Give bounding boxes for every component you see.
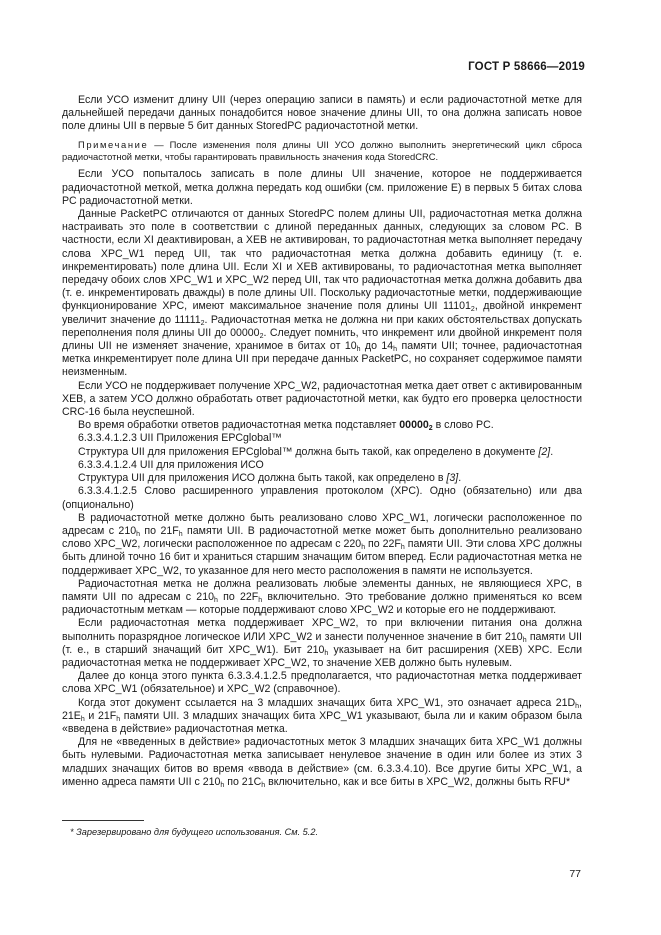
subscript: 2: [428, 425, 433, 433]
standard-header: ГОСТ Р 58666—2019: [468, 61, 585, 73]
subscript: h: [261, 781, 266, 789]
text-run: Если радиочастотная метка поддерживает XPC_W2, то при включении питания она должна выполнить поразрядное логическое ИЛИ XPC_W2 и занести полученное значение в бит 210: [62, 617, 582, 643]
paragraph: Если УСО не поддерживает получение XPC_W2, радиочастотная метка дает ответ с активированным ХЕВ, а затем УСО должно обработать ответ радиочастотной метки, как будто его проверка целостности CRC-16 была неуспешной.: [62, 379, 582, 419]
footnote-divider: [62, 820, 144, 821]
subscript: h: [213, 596, 218, 604]
text-run: Когда этот документ ссылается на 3 младших значащих бита XPC_W1, это означает адреса 21D: [78, 696, 576, 709]
subscript: h: [220, 781, 225, 789]
text-run: по 21F: [140, 524, 179, 537]
text-run: . Радиочастотная метка не должна ни при каких обстоятельствах допускать переполнения поля длины UII до 00000: [62, 313, 582, 339]
subscript: h: [80, 715, 85, 723]
body-text: [62, 94, 582, 789]
section-heading: 6.3.3.4.1.2.3 UII Приложения EPCglobal™: [78, 432, 282, 445]
subscript: 2: [200, 319, 205, 327]
text-run: памяти UII; точнее, радиочастотная метка инкрементирует поле длина UII при передаче данных PacketPC, но сохраняет содержимое памяти неизменным.: [62, 340, 582, 379]
paragraph: [62, 512, 582, 578]
paragraph: [62, 208, 582, 380]
text-run: .: [550, 445, 554, 458]
note-label: Примечание: [78, 138, 149, 150]
subscript: h: [361, 544, 366, 552]
reference: [3]: [446, 472, 459, 485]
text-run: по 22F: [365, 538, 401, 551]
text-run: памяти UII. 3 младших значащих бита XPC_W1 указывают, была ли и каким образом была «введена в действие» радиочастотная метка.: [62, 709, 582, 735]
text-run: включительно, как и все биты в XPC_W2, должны быть RFU*: [265, 775, 571, 788]
subscript: 2: [259, 332, 264, 340]
subscript: h: [324, 649, 329, 657]
subscript: h: [393, 346, 398, 354]
section-heading: 6.3.3.4.1.2.5 Слово расширенного управления протоколом (XPC). Одно (обязательно) или два (опционально): [62, 485, 582, 511]
subscript: h: [356, 346, 361, 354]
page-number: 77: [569, 868, 581, 880]
text-run: памяти UII. В радиочастотной метке может быть дополнительно реализовано слово XPC_W2, логически расположенное по адресам с 220: [62, 524, 582, 551]
text-run: , двойной инкремент увеличит значение до 11111: [62, 300, 582, 326]
text-run: Для не «введенных в действие» радиочастотных меток 3 младших значащих бита XPC_W1 должны быть нулевыми. Радиочастотная метка записывает ненулевое значение в один или более из этих 3 младших значащих битов во время «ввода в действие» (см. 6.3.3.4.10). Все другие биты XPC_W1, а именно адреса памяти UII с 210: [62, 736, 582, 788]
paragraph: Если УСО изменит длину UII (через операцию записи в память) и если радиочастотной метке для дальнейшей передачи данных понадобится новое значение длины UII, то она должна записать новое поле длины UII в первые 5 бит данных StoredPC радиочастотной метки.: [62, 94, 582, 133]
text-run: Данные PacketPC отличаются от данных StoredPC полем длины UII, радиочастотная метка должна настраивать это поле в соответствии с длиной переданных данных, следующих за словом РС. В частности, если XI деактивирован, а ХЕВ не активирован, то радиочастотная метка выполняет передачу слова XPC_W1 перед UII, так что радиочастотная метка должна добавить единицу (т. е. инкрементировать) поле длина UII. Если XI и ХЕВ активированы, то радиочастотная метка выполняет передачу обоих слов XPC_W1 и XPC_W2 перед UII, так что радиочастотная метка должна добавить два (т. е. инкрементировать дважды) в поле длины UII. Поскольку радиочастотные метки, поддерживающие функционирование XPC, имеют максимальное значение поля длины UII 11101: [62, 208, 582, 313]
paragraph: Далее до конца этого пункта 6.3.3.4.1.2.5 предполагается, что радиочастотная метка поддерживает слова XPC_W1 (обязательное) и XPC_W2 (справочное).: [62, 670, 582, 696]
subscript: h: [258, 596, 263, 604]
text-run: включительно. Это требование должно применяться ко всем радиочастотным меткам — которые поддерживают слово XPC_W2 и которые его не поддерживают.: [62, 590, 582, 617]
paragraph: [62, 419, 582, 432]
paragraph: [62, 617, 582, 670]
paragraph: Если УСО попыталось записать в поле длины UII значение, которое не поддерживается радиочастотной меткой, метка должна передать код ошибки (см. приложение Е) в первых 5 битах слова РС радиочастотной метки.: [62, 168, 582, 207]
text-run: В радиочастотной метке должно быть реализовано слово XPC_W1, логически расположенное по адресам с 210: [62, 511, 582, 537]
note-text: — После изменения поля длины UII УСО должно выполнить энергетический цикл сброса радиочастотной метки, чтобы гарантировать правильность значения кода StoredCRC.: [62, 138, 582, 163]
paragraph: [62, 697, 582, 737]
text-run: и 21F: [84, 709, 117, 722]
subscript: 2: [470, 306, 475, 314]
text-run: Структура UII для приложения EPCglobal™ должна быть такой, как определено в документе: [78, 445, 539, 458]
text-run: памяти UII (т. е., в старший значащий бит XPC_W1). Бит 210: [62, 630, 582, 656]
text-run: Во время обработки ответов радиочастотная метка подставляет: [78, 419, 400, 432]
note: [62, 139, 582, 164]
reference: [2]: [538, 445, 551, 458]
text-run: по 21C: [224, 775, 262, 788]
text-run: . Следует помнить, что инкремент или двойной инкремент поля длины UII не изменяет значение, хранимое в битах от 10: [62, 326, 582, 353]
footnote: * Зарезервировано для будущего использования. См. 5.2.: [70, 827, 318, 837]
section-heading: 6.3.3.4.1.2.4 UII для приложения ИСО: [78, 458, 264, 471]
text-run: указывает на бит расширения (ХЕВ) XPC. Если радиочастотная метка не поддерживает XPC_W2, то значение ХЕВ должно быть нулевым.: [62, 643, 582, 669]
text-run: по 22F: [217, 590, 259, 603]
subscript: h: [178, 530, 183, 538]
paragraph: [62, 472, 582, 485]
subscript: h: [522, 636, 527, 644]
paragraph: [62, 578, 582, 618]
text-run: Структура UII для приложения ИСО должна быть такой, как определено в: [78, 472, 447, 485]
paragraph: [62, 446, 582, 459]
paragraph: [62, 736, 582, 789]
text-run: памяти UII. Эти слова XPC должны быть длиной точно 16 бит и храниться старшим значащим битом вперед. Если радиочастотная метка не поддерживает XPC_W2, то указанное для него место расположения в памяти не используется.: [62, 538, 582, 577]
bold-value: 00000: [399, 419, 429, 432]
text-run: до 14: [360, 340, 394, 353]
text-run: , 21E: [62, 696, 582, 722]
text-run: .: [458, 472, 462, 485]
subscript: h: [136, 530, 141, 538]
text-run: в слово PC.: [432, 419, 494, 432]
subscript: h: [400, 544, 405, 552]
text-run: Радиочастотная метка не должна реализовать любые элементы данных, не являющиеся XPC, в памяти UII по адресам с 210: [62, 577, 582, 603]
subscript: h: [116, 715, 121, 723]
subscript: h: [575, 702, 580, 710]
